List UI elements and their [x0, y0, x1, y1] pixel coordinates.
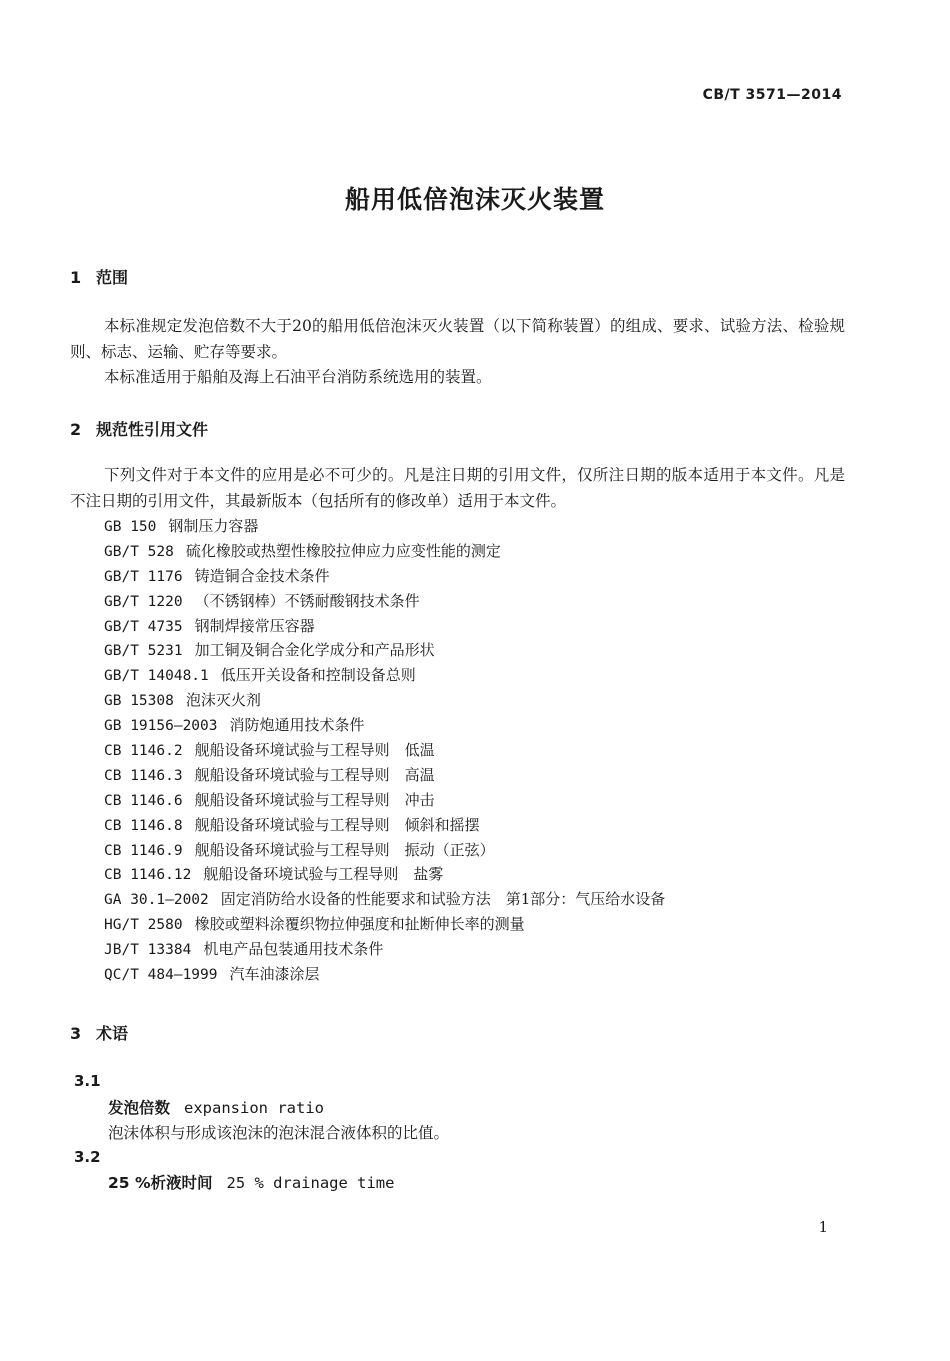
reference-code: GB/T 528	[104, 543, 174, 560]
term-number: 3.2	[74, 1148, 101, 1166]
reference-code: GA 30.1—2002	[104, 892, 209, 909]
reference-item	[104, 614, 665, 639]
reference-title: 硫化橡胶或热塑性橡胶拉伸应力应变性能的测定	[185, 541, 501, 560]
section-3-heading	[70, 1021, 128, 1044]
section-1-paragraph-1: 本标准规定发泡倍数不大于20的船用低倍泡沫灭火装置（以下简称装置）的组成、要求、试验方法、检验规则、标志、运输、贮存等要求。	[70, 317, 845, 361]
section-2-intro: 下列文件对于本文件的应用是必不可少的。凡是注日期的引用文件，仅所注日期的版本适用于本文件。凡是不注日期的引用文件，其最新版本（包括所有的修改单）适用于本文件。	[70, 466, 845, 510]
reference-item	[104, 638, 665, 663]
section-title: 规范性引用文件	[96, 420, 209, 439]
reference-item	[104, 663, 665, 688]
reference-title: 舰船设备环境试验与工程导则 盐雾	[203, 865, 444, 884]
term-name	[108, 1171, 394, 1193]
term-name-cn: 发泡倍数	[108, 1099, 171, 1117]
reference-title: 钢制压力容器	[168, 517, 259, 535]
reference-item	[104, 862, 665, 887]
section-number: 2	[70, 420, 82, 439]
reference-code: CB 1146.6	[104, 792, 183, 809]
reference-item	[104, 838, 665, 863]
reference-title: 钢制焊接常压容器	[194, 616, 315, 635]
reference-item	[104, 688, 665, 713]
reference-item	[104, 763, 665, 788]
reference-item	[104, 962, 665, 987]
reference-code: QC/T 484—1999	[104, 967, 218, 984]
reference-code: CB 1146.2	[104, 743, 183, 760]
reference-code: GB/T 5231	[104, 643, 183, 660]
reference-code: GB/T 4735	[104, 618, 183, 635]
reference-item	[104, 937, 665, 962]
reference-title: 机电产品包装通用技术条件	[203, 940, 384, 959]
reference-item	[104, 539, 665, 564]
reference-title: 舰船设备环境试验与工程导则 低温	[194, 741, 435, 760]
reference-code: CB 1146.12	[104, 867, 192, 884]
reference-title: 舰船设备环境试验与工程导则 冲击	[194, 790, 435, 809]
section-1-paragraph-2: 本标准适用于船舶及海上石油平台消防系统选用的装置。	[104, 368, 492, 386]
section-title: 范围	[96, 268, 129, 287]
reference-code: GB/T 1176	[104, 568, 183, 585]
reference-item	[104, 564, 665, 589]
reference-title: 橡胶或塑料涂覆织物拉伸强度和扯断伸长率的测量	[194, 915, 525, 934]
reference-title: 铸造铜合金技术条件	[194, 566, 330, 585]
term-name-cn: 25 %析液时间	[108, 1174, 213, 1192]
term-definition: 泡沫体积与形成该泡沫的泡沫混合液体积的比值。	[108, 1124, 450, 1142]
reference-title: 舰船设备环境试验与工程导则 高温	[194, 765, 435, 784]
section-title: 术语	[96, 1024, 129, 1043]
reference-code: CB 1146.9	[104, 842, 183, 859]
reference-item	[104, 788, 665, 813]
reference-title: 汽车油漆涂层	[229, 965, 320, 984]
section-number: 3	[70, 1024, 82, 1043]
reference-item	[104, 589, 665, 614]
reference-code: GB 15308	[104, 693, 174, 710]
reference-title: 舰船设备环境试验与工程导则 振动（正弦）	[194, 840, 495, 859]
reference-code: JB/T 13384	[104, 942, 192, 959]
reference-title: 泡沫灭火剂	[185, 691, 261, 710]
document-title: 船用低倍泡沫灭火装置	[344, 185, 605, 214]
term-name	[108, 1096, 324, 1118]
reference-item	[104, 912, 665, 937]
reference-title: 加工铜及铜合金化学成分和产品形状	[194, 641, 435, 660]
reference-title: 消防炮通用技术条件	[229, 716, 365, 735]
reference-code: GB/T 14048.1	[104, 668, 209, 685]
section-1-heading	[70, 265, 128, 288]
reference-list	[104, 514, 665, 987]
reference-title: 舰船设备环境试验与工程导则 倾斜和摇摆	[194, 815, 480, 834]
section-2-heading	[70, 417, 208, 440]
reference-item	[104, 713, 665, 738]
term-name-en: 25 % drainage time	[226, 1174, 395, 1192]
reference-title: （不锈钢棒）不锈耐酸钢技术条件	[194, 591, 420, 610]
reference-code: HG/T 2580	[104, 917, 183, 934]
reference-title: 低压开关设备和控制设备总则	[220, 666, 416, 685]
term-number: 3.1	[74, 1072, 101, 1090]
reference-code: CB 1146.3	[104, 767, 183, 784]
reference-title: 固定消防给水设备的性能要求和试验方法 第1部分：气压给水设备	[220, 890, 666, 909]
term-name-en: expansion ratio	[184, 1099, 324, 1117]
section-number: 1	[70, 268, 82, 287]
reference-item	[104, 887, 665, 912]
reference-code: CB 1146.8	[104, 817, 183, 834]
reference-code: GB/T 1220	[104, 593, 183, 610]
reference-item	[104, 813, 665, 838]
reference-item	[104, 738, 665, 763]
reference-code: GB 150	[104, 519, 157, 535]
standard-code: CB/T 3571—2014	[702, 87, 842, 103]
reference-item	[104, 514, 665, 539]
page-number: 1	[818, 1218, 828, 1236]
reference-code: GB 19156—2003	[104, 718, 218, 735]
